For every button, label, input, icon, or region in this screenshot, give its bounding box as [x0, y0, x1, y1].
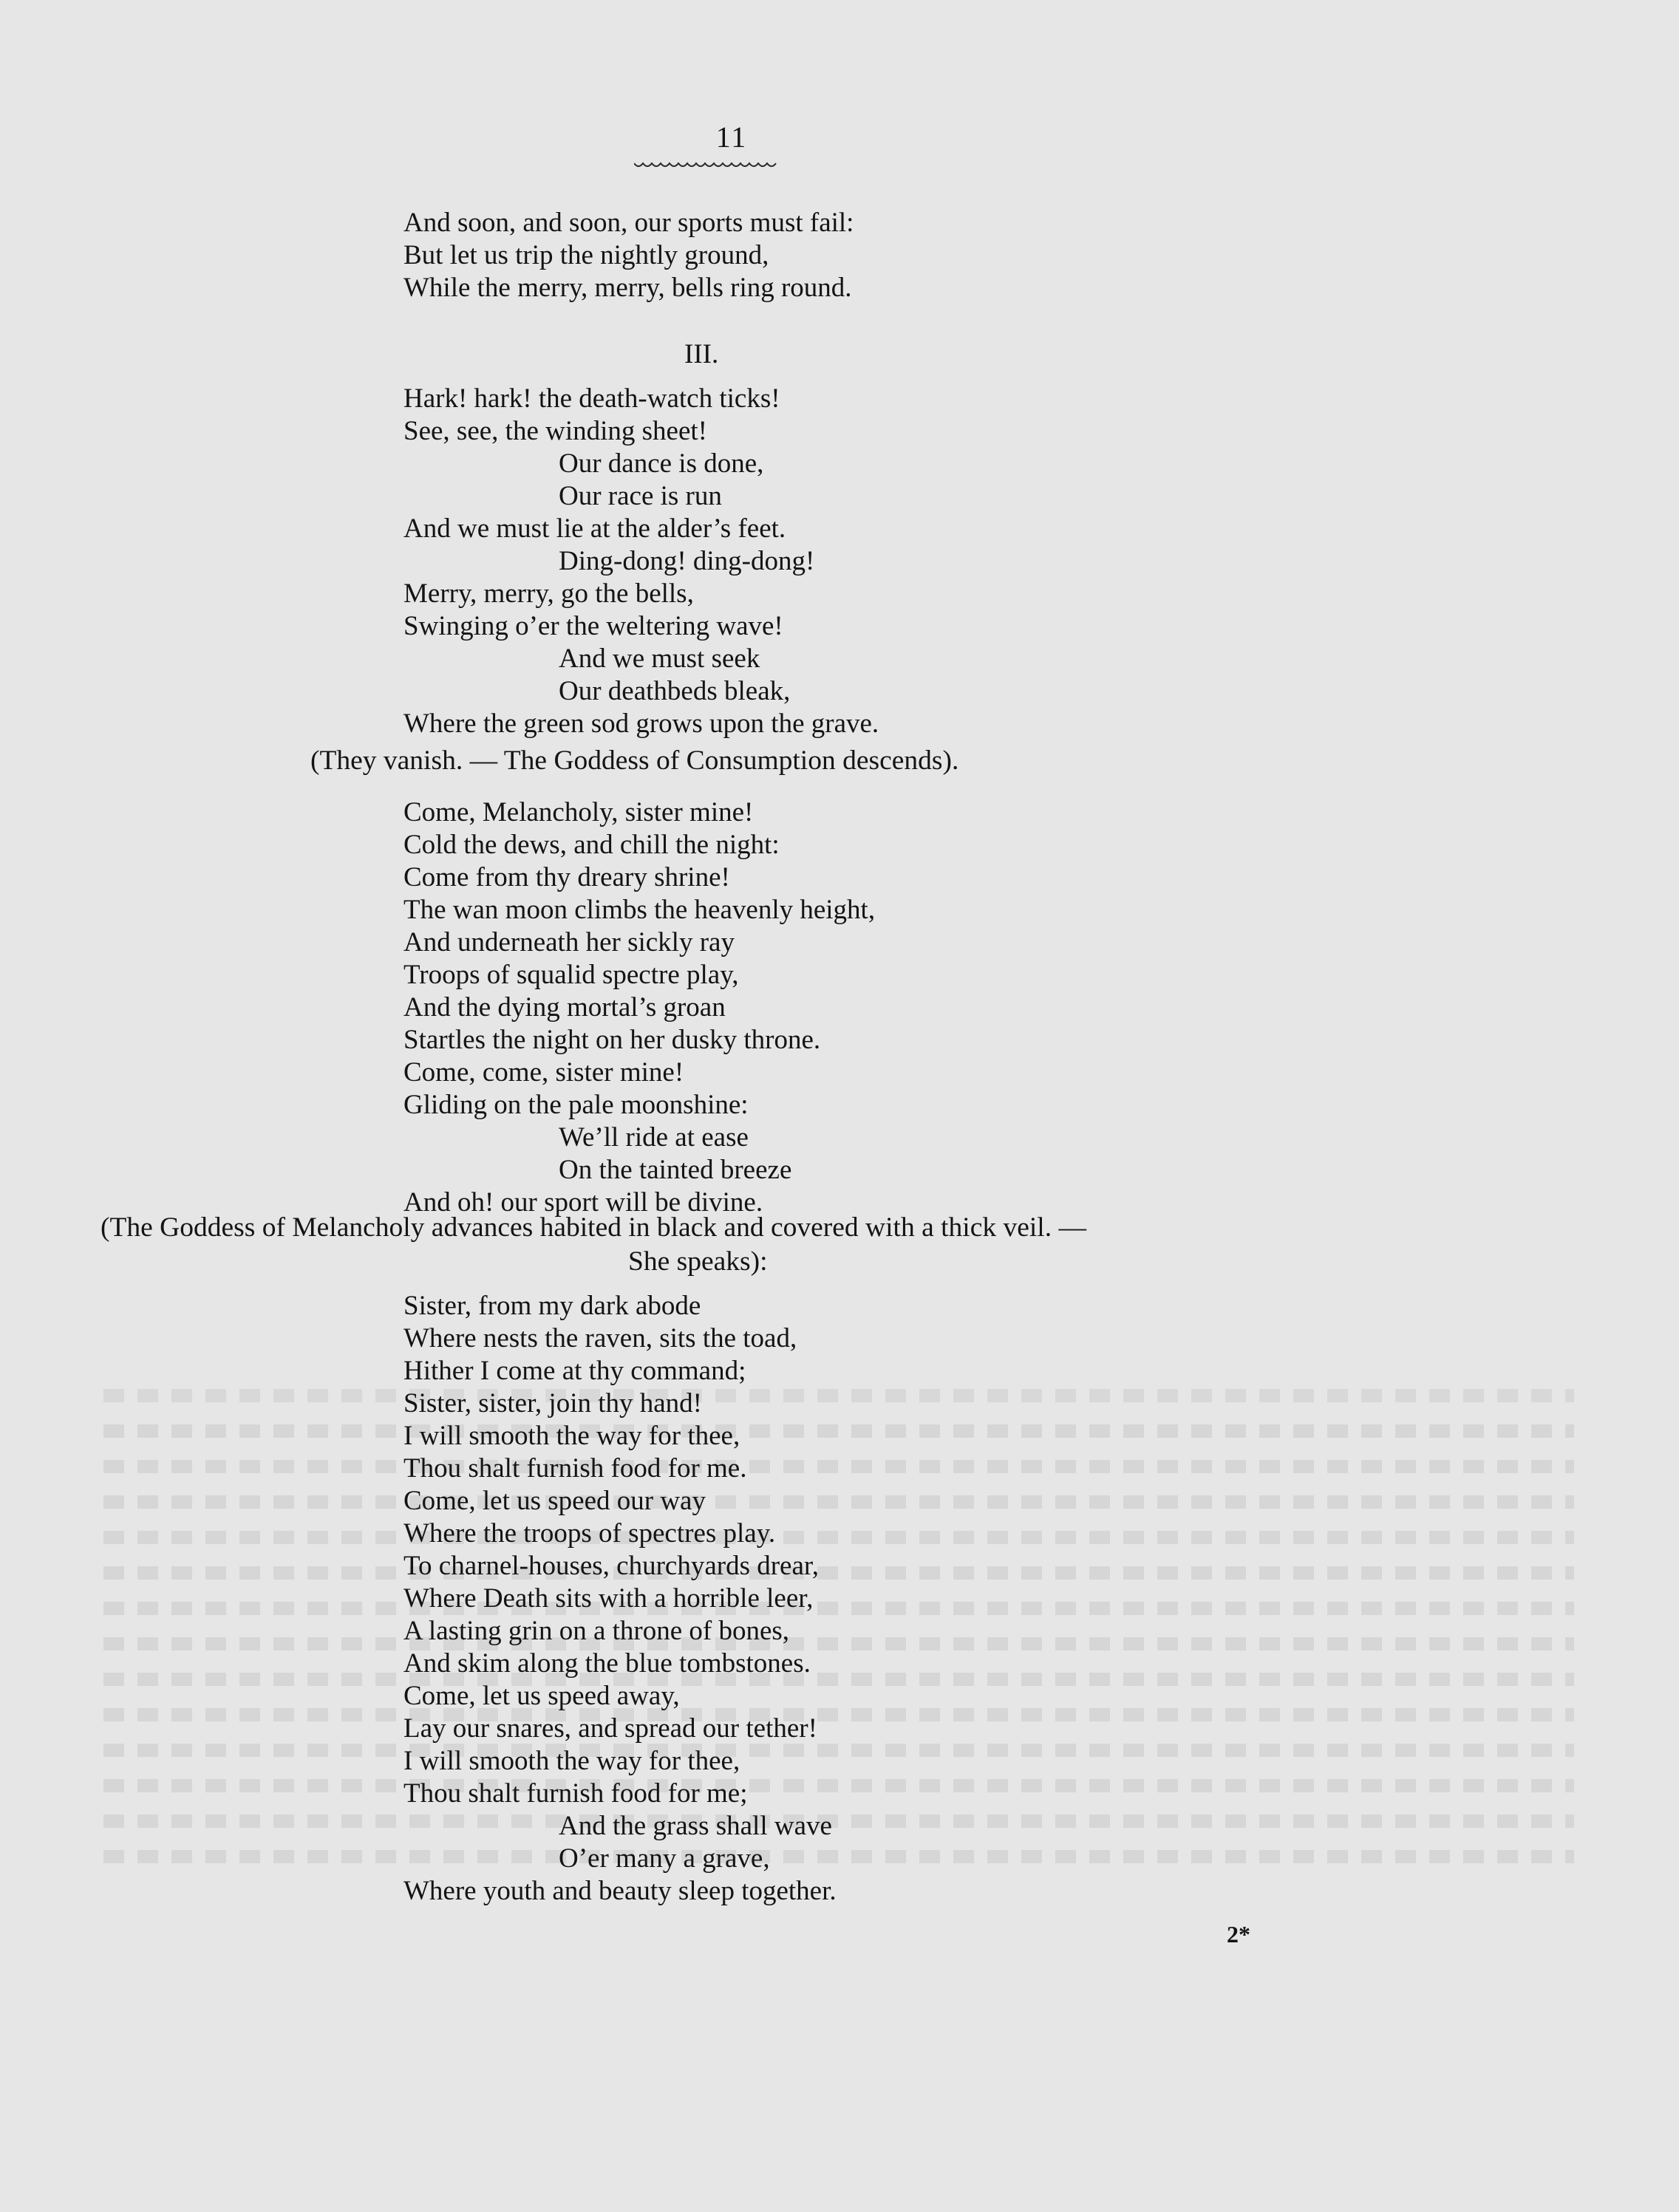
verse-line: Where the troops of spectres play.: [403, 1518, 776, 1549]
verse-line: Ding-dong! ding-dong!: [559, 546, 815, 576]
verse-line: Our deathbeds bleak,: [559, 676, 791, 706]
verse-line: Startles the night on her dusky throne.: [403, 1025, 821, 1055]
verse-line: I will smooth the way for thee,: [403, 1421, 740, 1451]
verse-line: Where Death sits with a horrible leer,: [403, 1583, 814, 1614]
verse-line: Hark! hark! the death-watch ticks!: [403, 383, 780, 414]
verse-line: The wan moon climbs the heavenly height,: [403, 895, 876, 925]
verse-line: Sister, sister, join thy hand!: [403, 1388, 703, 1419]
verse-line: And the dying mortal’s groan: [403, 992, 726, 1023]
verse-line: I will smooth the way for thee,: [403, 1746, 740, 1776]
verse-line: Hither I come at thy command;: [403, 1356, 746, 1386]
verse-line: Troops of squalid spectre play,: [403, 960, 739, 990]
verse-line: Lay our snares, and spread our tether!: [403, 1713, 817, 1744]
verse-line: O’er many a grave,: [559, 1843, 770, 1874]
verse-line: On the tainted breeze: [559, 1155, 792, 1185]
verse-line: Come, come, sister mine!: [403, 1057, 684, 1088]
section-heading: III.: [684, 339, 719, 369]
wave-ornament: [634, 160, 782, 170]
verse-line: See, see, the winding sheet!: [403, 416, 707, 446]
verse-line: We’ll ride at ease: [559, 1122, 749, 1153]
stage-direction-line: (The Goddess of Melancholy advances habited in black and covered with a thick veil. —: [101, 1212, 1086, 1243]
verse-line: Sister, from my dark abode: [403, 1291, 701, 1321]
verse-line: Merry, merry, go the bells,: [403, 578, 694, 609]
verse-line: And the grass shall wave: [559, 1811, 832, 1841]
verse-line: Come, let us speed away,: [403, 1681, 680, 1711]
show-through-text: [103, 1389, 1574, 1921]
verse-line: To charnel-houses, churchyards drear,: [403, 1551, 819, 1581]
stage-direction-line: (They vanish. — The Goddess of Consumption descends).: [310, 745, 959, 776]
verse-line: And we must lie at the alder’s feet.: [403, 513, 786, 544]
verse-line: Gliding on the pale moonshine:: [403, 1090, 749, 1120]
verse-line: And skim along the blue tombstones.: [403, 1648, 811, 1679]
verse-line: Swinging o’er the weltering wave!: [403, 611, 783, 641]
verse-line: But let us trip the nightly ground,: [403, 240, 769, 270]
verse-line: Come, let us speed our way: [403, 1486, 706, 1516]
verse-line: Thou shalt furnish food for me.: [403, 1453, 747, 1484]
verse-line: A lasting grin on a throne of bones,: [403, 1616, 790, 1646]
signature-mark: 2*: [1227, 1921, 1250, 1948]
verse-line: While the merry, merry, bells ring round.: [403, 273, 852, 303]
verse-line: And underneath her sickly ray: [403, 927, 735, 957]
verse-line: Thou shalt furnish food for me;: [403, 1778, 748, 1809]
stage-direction-line: She speaks):: [628, 1246, 768, 1277]
verse-line: And we must seek: [559, 644, 760, 674]
verse-line: Where the green sod grows upon the grave.: [403, 709, 879, 739]
verse-line: Where youth and beauty sleep together.: [403, 1876, 837, 1906]
page-number: 11: [715, 120, 748, 154]
verse-line: And oh! our sport will be divine.: [403, 1187, 763, 1218]
verse-line: Come from thy dreary shrine!: [403, 862, 730, 892]
verse-line: Cold the dews, and chill the night:: [403, 830, 780, 860]
verse-line: Where nests the raven, sits the toad,: [403, 1323, 797, 1354]
verse-line: Our dance is done,: [559, 448, 764, 479]
verse-line: Come, Melancholy, sister mine!: [403, 797, 754, 827]
verse-line: And soon, and soon, our sports must fail:: [403, 208, 854, 238]
verse-line: Our race is run: [559, 481, 722, 511]
